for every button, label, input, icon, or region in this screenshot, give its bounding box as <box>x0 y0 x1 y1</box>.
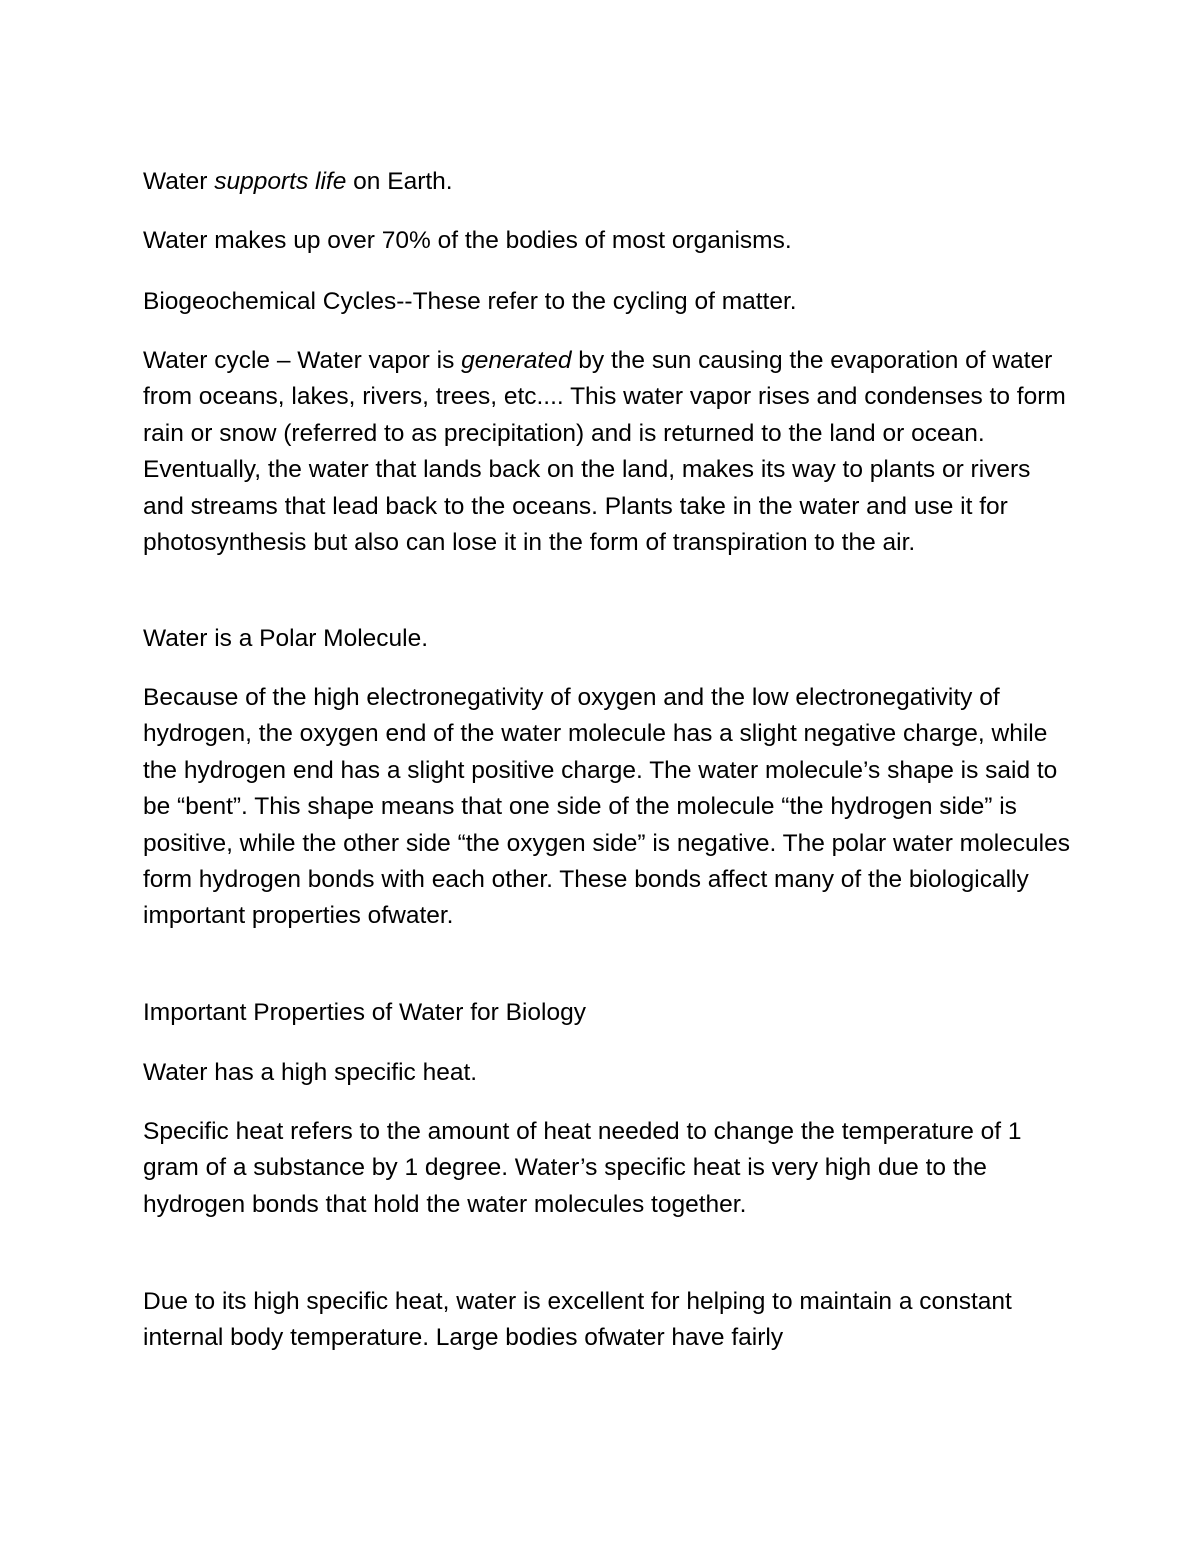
p4-emphasis: generated <box>461 347 572 374</box>
paragraph-water-cycle <box>143 343 1073 561</box>
p1-emphasis: supports life <box>214 168 347 195</box>
paragraph-body-temperature: Due to its high specific heat, water is excellent for helping to maintain a constant internal body temperature. Large bodies ofwater have fairly <box>143 1288 1012 1352</box>
p1-text-b: on Earth. <box>346 168 453 195</box>
paragraph-water-supports-life <box>143 164 1073 200</box>
paragraph-polar-molecule-heading: Water is a Polar Molecule. <box>143 625 429 652</box>
paragraph-specific-heat-heading: Water has a high specific heat. <box>143 1059 478 1086</box>
paragraph-water-percentage: Water makes up over 70% of the bodies of most organisms. <box>143 227 792 254</box>
paragraph-biogeochemical-cycles: Biogeochemical Cycles--These refer to the cycling of matter. <box>143 288 797 315</box>
paragraph-electronegativity: Because of the high electronegativity of oxygen and the low electronegativity of hydrogen, the oxygen end of the water molecule has a slight negative charge, while the hydrogen end has a slight positive charge. The water molecule’s shape is said to be “bent”. This shape means that one side of the molecule “the hydrogen side” is positive, while the other side “the oxygen side” is negative. The polar water molecules form hydrogen bonds with each other. These bonds affect many of the biologically important properties ofwater. <box>143 684 1070 930</box>
p1-text-a: Water <box>143 168 215 195</box>
paragraph-specific-heat-definition: Specific heat refers to the amount of heat needed to change the temperature of 1 gram of a substance by 1 degree. Water’s specific heat is very high due to the hydrogen bonds that hold the water molecules together. <box>143 1118 1022 1218</box>
paragraph-important-properties-heading: Important Properties of Water for Biology <box>143 999 586 1026</box>
p4-text-b: by the sun causing the evaporation of water from oceans, lakes, rivers, trees, etc.... This water vapor rises and condenses to form rain or snow (referred to as precipitation) and is returned to the land or ocean. Eventually, the water that lands back on the land, makes its way to plants or rivers and streams that lead back to the oceans. Plants take in the water and use it for photosynthesis but also can lose it in the form of transpiration to the air. <box>143 347 1066 557</box>
p4-text-a: Water cycle – Water vapor is <box>143 347 462 374</box>
